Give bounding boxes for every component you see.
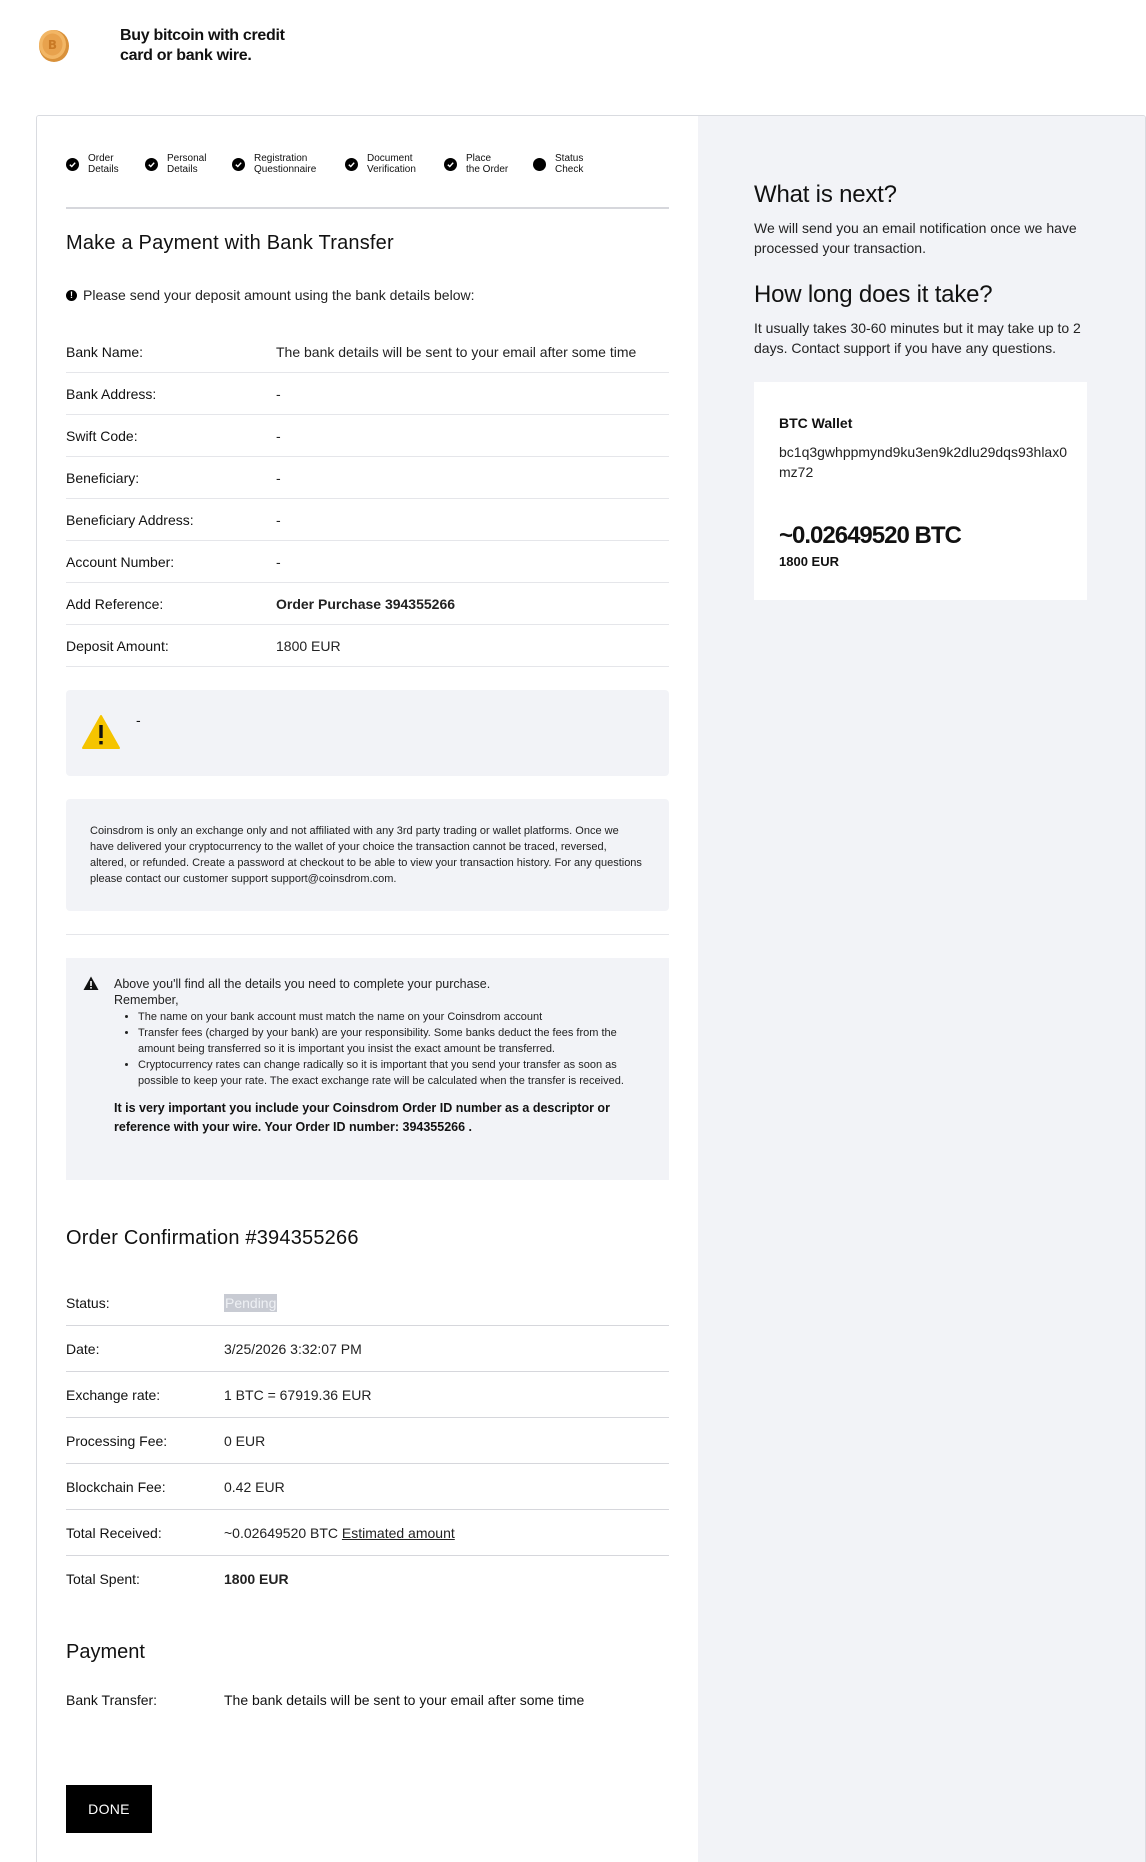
row-label: Account Number: <box>66 553 175 570</box>
wallet-address: bc1q3gwhppmynd9ku3en9k2dlu29dqs93hlax0mz72 <box>779 444 1068 480</box>
how-long-text: It usually takes 30-60 minutes but it may take up to 2 days. Contact support if you have any questions. <box>754 320 1081 356</box>
bank-row-name <box>66 331 669 373</box>
bank-row-reference <box>66 583 669 625</box>
bank-row-beneficiary-address <box>66 499 669 541</box>
bank-details-table <box>66 331 669 667</box>
check-icon <box>444 158 457 171</box>
disclaimer-box: Coinsdrom is only an exchange only and not affiliated with any 3rd party trading or wallet platforms. Once we have delivered your cryptocurrency to the wallet of your choice the transaction cannot be traced, reversed, altered, or refunded. Create a password at checkout to be able to view your transaction history. For any questions please contact our customer support support@coinsdrom.com. <box>66 799 669 911</box>
step-status-check <box>533 153 583 175</box>
btc-amount: ~0.02649520 BTC <box>779 522 961 549</box>
wallet-label: BTC Wallet <box>779 415 853 431</box>
current-step-dot-icon <box>533 158 546 171</box>
row-value: 1800 EUR <box>276 637 341 654</box>
remember-box <box>66 958 669 1180</box>
row-value: The bank details will be sent to your email after some time <box>224 1692 585 1708</box>
row-value: 0.42 EUR <box>224 1478 285 1495</box>
check-icon <box>345 158 358 171</box>
deposit-notice-text: Please send your deposit amount using the bank details below: <box>83 287 475 303</box>
bitcoin-coin-logo-icon[interactable] <box>37 26 71 64</box>
info-sidebar <box>698 116 1146 1862</box>
row-value: - <box>276 511 281 528</box>
row-value: - <box>276 469 281 486</box>
check-icon <box>232 158 245 171</box>
row-label: Bank Name: <box>66 343 144 360</box>
remember-intro: Above you'll find all the details you need to complete your purchase. <box>114 977 491 991</box>
bank-row-address <box>66 373 669 415</box>
row-label: Status: <box>66 1294 110 1311</box>
check-icon <box>66 158 79 171</box>
step-label: Place the Order <box>466 153 509 175</box>
row-value: 3/25/2026 3:32:07 PM <box>224 1340 362 1357</box>
step-document-verification <box>345 153 416 175</box>
row-value: The bank details will be sent to your email after some time <box>276 343 637 360</box>
estimated-amount-link[interactable]: Estimated amount <box>341 1524 455 1541</box>
row-label: Blockchain Fee: <box>66 1478 166 1495</box>
warning-box <box>66 690 669 776</box>
whats-next-heading: What is next? <box>754 181 897 208</box>
step-label: Status Check <box>555 153 584 175</box>
payment-method-row <box>66 1692 584 1708</box>
row-value: 1800 EUR <box>224 1571 289 1587</box>
whats-next-text: We will send you an email notification once we have processed your transaction. <box>754 220 1077 256</box>
order-row-total-received <box>66 1510 669 1556</box>
order-row-date <box>66 1326 669 1372</box>
wallet-summary-card <box>754 382 1087 600</box>
how-long-heading: How long does it take? <box>754 281 993 308</box>
svg-text:B: B <box>47 38 58 52</box>
row-label: Beneficiary Address: <box>66 511 194 528</box>
order-id-important-note: It is very important you include your Coinsdrom Order ID number as a descriptor or reference with your wire. Your Order ID number: 394355266 . <box>114 1101 610 1134</box>
remember-list <box>138 1009 649 1089</box>
site-header <box>0 0 1146 96</box>
order-confirmation-heading: Order Confirmation #394355266 <box>66 1227 359 1249</box>
payment-section-heading: Payment <box>66 1641 145 1663</box>
row-label: Bank Transfer: <box>66 1692 158 1708</box>
row-label: Processing Fee: <box>66 1432 168 1449</box>
warning-icon <box>81 714 121 750</box>
list-item: • Cryptocurrency rates can change radically so it is important that you send your transfer as soon as possible to keep your rate. The exact exchange rate will be calculated when the transfer is received. <box>138 1057 649 1089</box>
row-value: - <box>276 427 281 444</box>
row-label: Deposit Amount: <box>66 637 169 654</box>
info-icon: ! <box>66 290 77 301</box>
divider <box>66 934 669 935</box>
header-tagline: Buy bitcoin with credit card or bank wire. <box>120 27 285 64</box>
row-value: - <box>276 553 281 570</box>
row-value: Order Purchase 394355266 <box>276 595 456 612</box>
order-row-exchange-rate <box>66 1372 669 1418</box>
progress-steps <box>66 153 669 209</box>
step-label: Document Verification <box>367 153 416 175</box>
step-label: Order Details <box>88 153 119 175</box>
list-item: • The name on your bank account must match the name on your Coinsdrom account <box>138 1009 649 1025</box>
checkout-card <box>36 115 1146 1862</box>
alert-triangle-icon <box>83 976 99 991</box>
row-value: 1 BTC = 67919.36 EUR <box>224 1386 372 1403</box>
list-item: • Transfer fees (charged by your bank) are your responsibility. Some banks deduct the fees from the amount being transferred so it is important you insist the exact amount be transferred. <box>138 1025 649 1057</box>
check-icon <box>145 158 158 171</box>
row-label: Exchange rate: <box>66 1386 161 1403</box>
order-row-total-spent <box>66 1556 669 1602</box>
warning-text: - <box>136 712 141 728</box>
deposit-notice <box>66 287 474 303</box>
step-place-order <box>444 153 508 175</box>
row-value: - <box>276 385 281 402</box>
row-label: Beneficiary: <box>66 469 140 486</box>
bank-row-beneficiary <box>66 457 669 499</box>
order-row-processing-fee <box>66 1418 669 1464</box>
row-label: Swift Code: <box>66 427 138 444</box>
row-label: Total Spent: <box>66 1571 140 1587</box>
step-label: Registration Questionnaire <box>254 153 317 175</box>
row-label: Date: <box>66 1340 100 1357</box>
bank-row-deposit-amount <box>66 625 669 667</box>
order-row-status <box>66 1280 669 1326</box>
remember-label: Remember, <box>114 993 179 1007</box>
main-panel <box>37 116 698 1862</box>
bank-row-account-number <box>66 541 669 583</box>
bank-row-swift <box>66 415 669 457</box>
step-registration-questionnaire <box>232 153 316 175</box>
row-label: Add Reference: <box>66 595 164 612</box>
step-label: Personal Details <box>167 153 207 175</box>
row-label: Total Received: <box>66 1524 162 1541</box>
step-order-details <box>66 153 119 175</box>
row-value: ~0.02649520 BTC <box>224 1524 339 1541</box>
eur-amount: 1800 EUR <box>779 554 839 569</box>
step-personal-details <box>145 153 206 175</box>
row-value: 0 EUR <box>224 1432 266 1449</box>
payment-heading: Make a Payment with Bank Transfer <box>66 232 394 254</box>
done-button[interactable]: DONE <box>66 1785 152 1833</box>
row-label: Bank Address: <box>66 385 157 402</box>
status-badge: Pending <box>225 1294 277 1311</box>
order-row-blockchain-fee <box>66 1464 669 1510</box>
order-details-table <box>66 1280 669 1602</box>
